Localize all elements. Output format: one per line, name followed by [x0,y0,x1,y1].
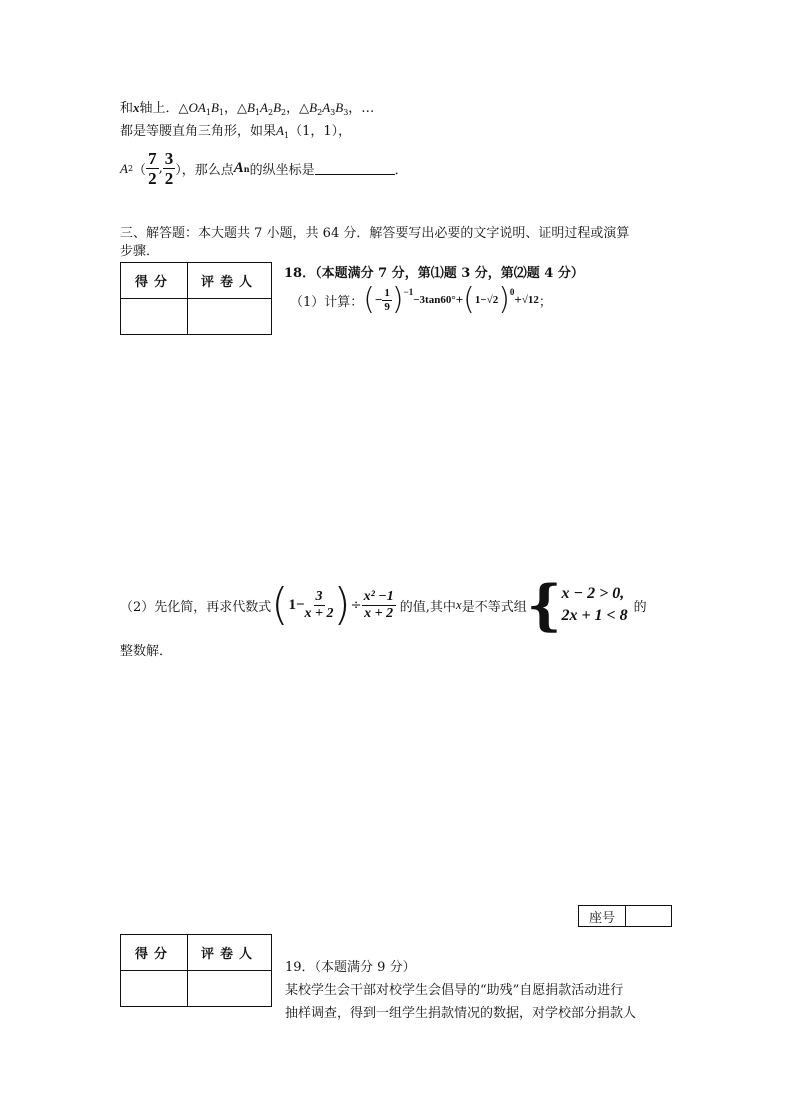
q19-text-line1: 某校学生会干部对校学生会倡导的“助残”自愿捐款活动进行 [285,983,624,998]
fraction [305,590,334,621]
q18-part1 [290,282,552,317]
subscript: n [243,163,250,174]
score-header: 得分 [121,263,188,299]
q18-part2 [120,573,647,637]
var-x: x [455,597,462,612]
score-table [120,262,272,335]
text: ），那么点 [175,163,234,178]
left-paren: ( [463,282,475,317]
text: 轴上．△ [139,101,189,116]
q19-title: 19．（本题满分 9 分） [285,960,416,975]
exponent: 0 [509,287,515,297]
denominator: 9 [384,300,390,313]
seat-input[interactable] [626,906,671,926]
subscript: 1 [205,108,211,117]
text: + [455,292,464,307]
text: B [335,100,344,115]
numerator: 3 [164,149,174,168]
text: A [260,100,268,115]
text: A [322,100,331,115]
score-header: 得分 [121,935,188,971]
text: 都是等腰直角三角形，如果 [120,124,277,139]
q18-part2-cont: 整数解． [120,644,173,659]
text: + [514,292,522,307]
q17-line2 [120,120,351,140]
text: − [375,292,383,307]
denominator: x + 2 [304,605,334,621]
left-brace: { [526,573,562,637]
text: ； [538,294,552,310]
q19-text-line2: 抽样调查，得到一组学生捐款情况的数据，对学校部分捐款人 [285,1006,637,1021]
text: A [233,160,244,176]
fraction-3-2 [163,150,176,187]
score-cell[interactable] [121,299,188,335]
grader-cell[interactable] [188,971,272,1007]
text: （2）先化简，再求代数式 [120,599,272,615]
var-x: x [133,100,140,115]
text: （1）计算： [290,294,364,310]
grader-cell[interactable] [188,299,272,335]
text: B [309,100,318,115]
text: 1− [474,294,487,306]
right-paren: ) [498,282,510,317]
text: 1− [288,596,305,613]
text: √2 [486,294,499,306]
text: B [247,100,255,115]
text: B [273,100,282,115]
fraction [362,590,396,621]
text: A [120,160,128,176]
q18-title: 18．（本题满分 7 分，第⑴题 3 分，第⑵题 4 分） [284,266,584,281]
left-paren: ( [363,282,375,317]
text: （ [133,163,147,178]
denominator: 2 [148,169,157,188]
text: （1，1）， [289,124,352,139]
inequality-system [561,583,627,626]
numerator: x² −1 [363,588,394,604]
text: OA [188,100,206,115]
inequality: x − 2 > 0, [561,585,625,603]
right-paren: ) [333,579,351,630]
text: −3tan60° [413,294,456,306]
subscript: 3 [330,108,336,117]
score-cell[interactable] [121,971,188,1007]
numerator: 3 [315,588,323,604]
text: ，… [348,101,375,116]
text: ，△ [224,101,247,116]
score-table [120,934,272,1007]
subscript: 1 [218,108,224,117]
text: √12 [521,294,539,306]
subscript: 2 [127,164,134,173]
text: 是不等式组 [461,599,527,615]
seat-label: 座号 [579,906,626,926]
text: ． [394,163,408,178]
fraction-7-2 [146,150,159,187]
left-paren: ( [271,579,289,630]
answer-blank [315,162,395,175]
text: 的 [633,599,647,615]
grader-header: 评卷人 [188,935,272,971]
text: ÷ [350,597,362,613]
subscript: 2 [317,108,323,117]
subscript: 3 [343,108,349,117]
section3-heading-cont: 步骤． [120,244,160,259]
text: A [276,123,284,138]
subscript: 2 [281,108,287,117]
seat-number-box [578,905,672,927]
exponent: −1 [403,287,414,297]
fraction-1-9 [382,288,392,313]
right-paren: ) [391,282,404,317]
text: 和 [120,101,134,116]
text: ，△ [286,101,310,116]
grader-header: 评卷人 [188,263,272,299]
numerator: 7 [148,149,157,168]
text: B [210,100,219,115]
subscript: 1 [254,108,261,117]
subscript: 2 [268,108,274,117]
denominator: 2 [164,169,174,188]
inequality: 2x + 1 < 8 [561,607,628,624]
text: 的纵坐标是 [249,163,315,178]
text: 的值,其中 [399,599,456,615]
q17-line1 [120,97,374,117]
numerator: 1 [384,286,390,299]
denominator: x + 2 [364,605,394,621]
section3-heading: 三、解答题：本大题共 7 小题，共 64 分．解答要写出必要的文字说明、证明过程或演算 [120,226,630,241]
text: , [158,161,163,176]
q17-line3 [120,150,408,187]
subscript: 1 [283,131,290,140]
